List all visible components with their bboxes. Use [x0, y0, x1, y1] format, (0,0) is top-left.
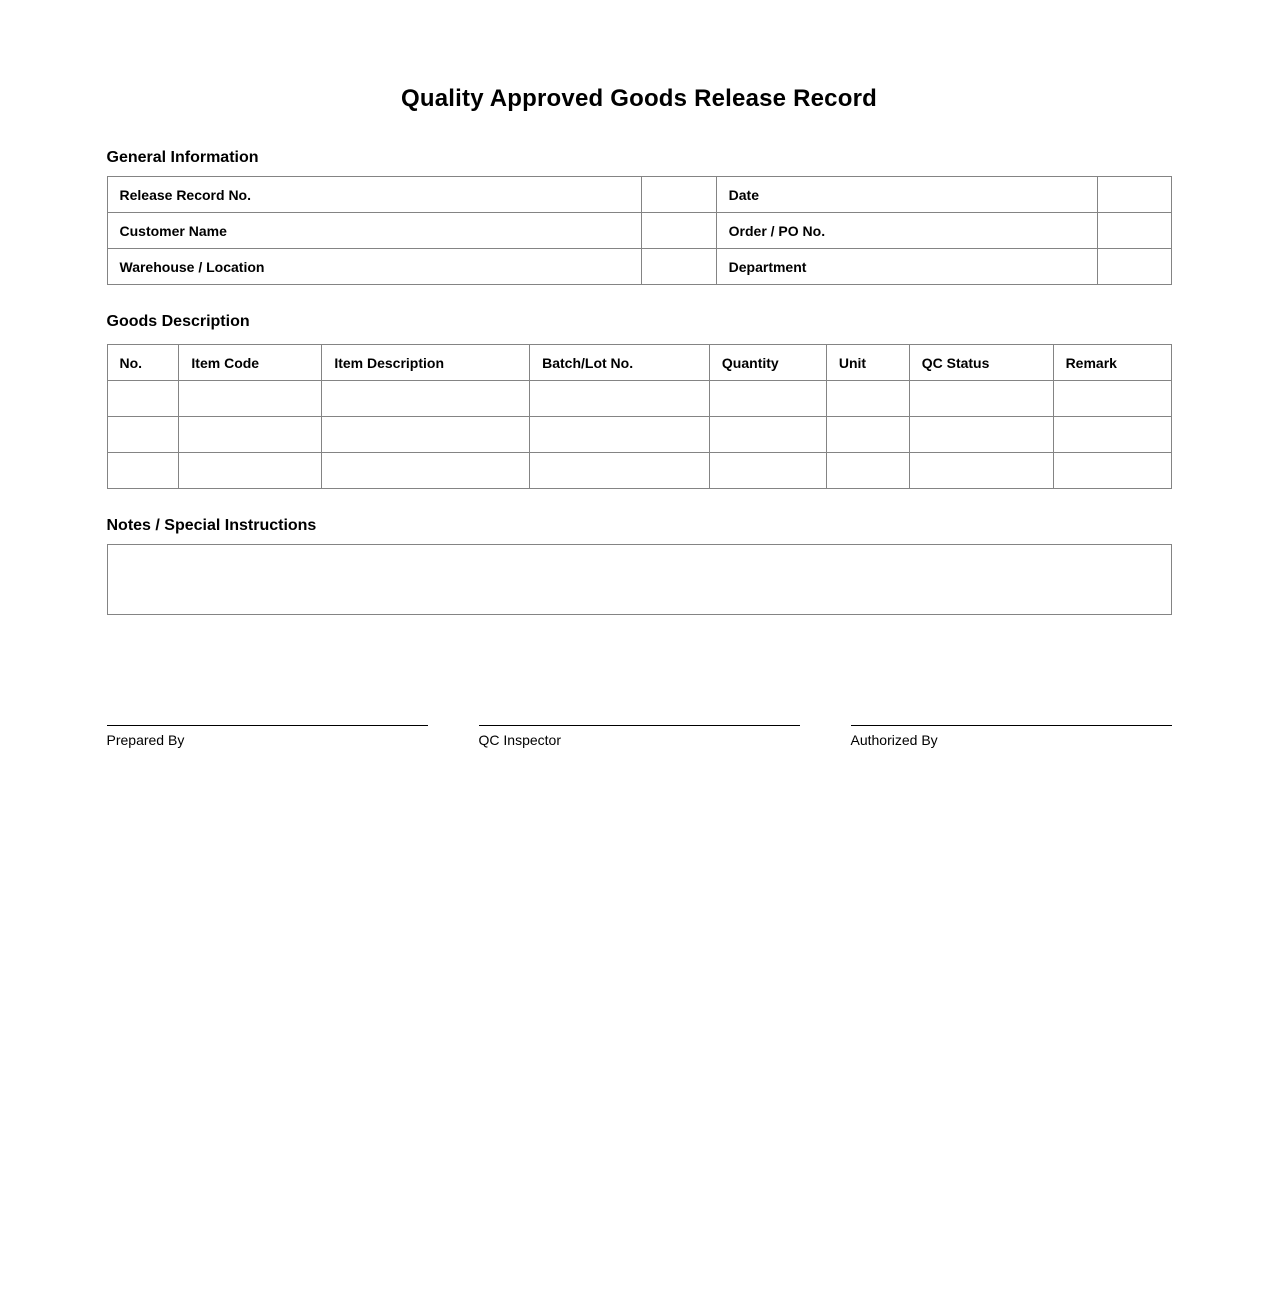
section-heading-goods-description: Goods Description [106, 313, 250, 330]
signature-section [107, 725, 1172, 748]
field-value-department[interactable] [1097, 249, 1171, 285]
column-header-batch-lot-no: Batch/Lot No. [530, 345, 710, 381]
goods-cell[interactable] [530, 381, 710, 417]
goods-cell[interactable] [1053, 381, 1171, 417]
column-header-item-code: Item Code [179, 345, 322, 381]
table-row [107, 177, 1171, 213]
goods-cell[interactable] [909, 381, 1053, 417]
section-heading-notes: Notes / Special Instructions [106, 517, 317, 534]
field-value-release-record-no[interactable] [641, 177, 716, 213]
goods-header-row [107, 345, 1171, 381]
goods-cell[interactable] [107, 417, 179, 453]
notes-input-area[interactable] [107, 544, 1172, 615]
table-row [107, 381, 1171, 417]
goods-cell[interactable] [107, 453, 179, 489]
field-label-date: Date [716, 177, 1097, 213]
field-label-department: Department [716, 249, 1097, 285]
goods-cell[interactable] [322, 453, 530, 489]
column-header-no: No. [107, 345, 179, 381]
table-row [107, 249, 1171, 285]
signature-block-authorized-by [851, 725, 1172, 748]
general-information-table [107, 176, 1172, 285]
signature-label-prepared-by: Prepared By [106, 732, 185, 748]
goods-cell[interactable] [909, 453, 1053, 489]
goods-cell[interactable] [826, 381, 909, 417]
column-header-quantity: Quantity [709, 345, 826, 381]
goods-cell[interactable] [709, 453, 826, 489]
signature-label-authorized-by: Authorized By [850, 732, 938, 748]
goods-cell[interactable] [107, 381, 179, 417]
goods-cell[interactable] [1053, 417, 1171, 453]
field-value-warehouse-location[interactable] [641, 249, 716, 285]
goods-cell[interactable] [322, 417, 530, 453]
goods-cell[interactable] [322, 381, 530, 417]
signature-label-qc-inspector: QC Inspector [478, 732, 561, 748]
column-header-remark: Remark [1053, 345, 1171, 381]
column-header-unit: Unit [826, 345, 909, 381]
goods-cell[interactable] [530, 417, 710, 453]
field-label-warehouse-location: Warehouse / Location [107, 249, 641, 285]
field-label-release-record-no: Release Record No. [107, 177, 641, 213]
table-row [107, 417, 1171, 453]
field-value-order-po-no[interactable] [1097, 213, 1171, 249]
field-value-customer-name[interactable] [641, 213, 716, 249]
goods-cell[interactable] [179, 381, 322, 417]
goods-cell[interactable] [1053, 453, 1171, 489]
field-label-order-po-no: Order / PO No. [716, 213, 1097, 249]
signature-block-qc-inspector [479, 725, 800, 748]
signature-block-prepared-by [107, 725, 428, 748]
page-title: Quality Approved Goods Release Record [401, 85, 877, 112]
goods-cell[interactable] [179, 453, 322, 489]
goods-cell[interactable] [909, 417, 1053, 453]
goods-cell[interactable] [179, 417, 322, 453]
table-row [107, 453, 1171, 489]
goods-cell[interactable] [709, 417, 826, 453]
goods-cell[interactable] [826, 453, 909, 489]
goods-cell[interactable] [709, 381, 826, 417]
column-header-qc-status: QC Status [909, 345, 1053, 381]
field-value-date[interactable] [1097, 177, 1171, 213]
form-page [107, 0, 1172, 748]
column-header-item-description: Item Description [322, 345, 530, 381]
section-heading-general-information: General Information [106, 149, 259, 166]
goods-description-table [107, 344, 1172, 489]
goods-cell[interactable] [530, 453, 710, 489]
table-row [107, 213, 1171, 249]
field-label-customer-name: Customer Name [107, 213, 641, 249]
goods-cell[interactable] [826, 417, 909, 453]
